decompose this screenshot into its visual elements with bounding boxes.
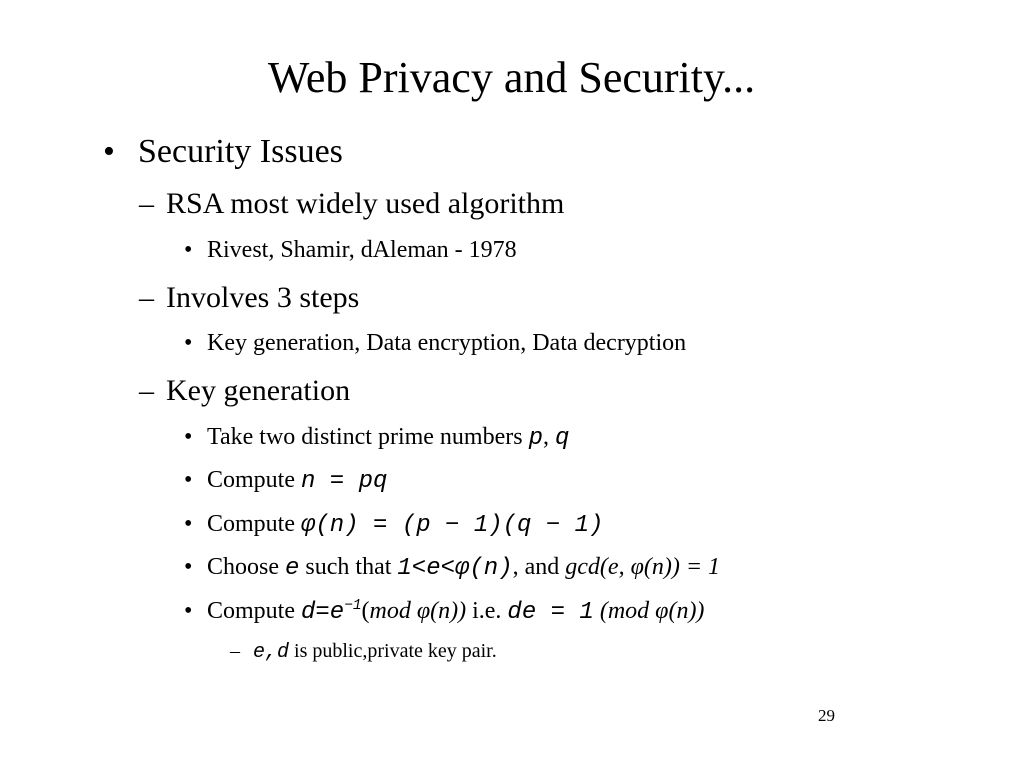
bullet-marker: • (103, 133, 115, 170)
bullet-compute-phi (207, 509, 603, 541)
var-q: q (555, 425, 570, 452)
formula-phi-n: φ(n) = (p − 1)(q − 1) (301, 512, 604, 539)
formula-de-eq-1: de = 1 (507, 599, 594, 626)
bullet-rsa-authors: Rivest, Shamir, dAleman - 1978 (207, 237, 517, 263)
var-p: p (528, 425, 543, 452)
dash-marker: – (230, 640, 240, 662)
text-and: , and (512, 554, 566, 580)
bullet-steps-list: Key generation, Data encryption, Data decryption (207, 330, 687, 356)
bullet-involves-steps: Involves 3 steps (166, 281, 360, 314)
bullet-take-primes (207, 422, 569, 454)
formula-d-eq-e: d=e (301, 599, 345, 626)
dash-marker: – (139, 187, 154, 220)
text-separator: , (543, 424, 555, 450)
formula-e-range: 1<e<φ(n) (397, 555, 513, 582)
vars-e-d: e,d (253, 641, 290, 664)
text-compute: Compute (207, 598, 301, 624)
bullet-compute-n (207, 465, 387, 497)
formula-n-eq-pq: n = pq (301, 468, 388, 495)
bullet-compute-d (207, 596, 704, 628)
bullet-marker: • (184, 598, 193, 624)
formula-mod-phi-paren: (mod φ(n)) (593, 598, 705, 624)
dash-marker: – (139, 281, 154, 314)
text-open-paren: ( (361, 598, 370, 624)
formula-gcd: gcd(e, φ(n)) = 1 (565, 554, 721, 580)
text-key-pair: is public,private key pair. (289, 640, 497, 662)
text-such-that: such that (299, 554, 398, 580)
bullet-marker: • (184, 554, 193, 580)
bullet-marker: • (184, 330, 193, 356)
bullet-choose-e (207, 552, 720, 584)
text-ie: i.e. (466, 598, 508, 624)
page-number: 29 (818, 706, 835, 725)
bullet-key-generation: Key generation (166, 374, 351, 407)
formula-mod-phi: mod φ(n)) (369, 598, 467, 624)
bullet-rsa-algorithm: RSA most widely used algorithm (166, 187, 565, 220)
bullet-marker: • (184, 467, 193, 493)
text-compute: Compute (207, 467, 301, 493)
text-choose: Choose (207, 554, 285, 580)
text-take-primes: Take two distinct prime numbers (207, 424, 529, 450)
dash-marker: – (139, 374, 154, 407)
bullet-marker: • (184, 511, 193, 537)
var-e: e (285, 555, 300, 582)
bullet-marker: • (184, 424, 193, 450)
bullet-key-pair (253, 638, 497, 666)
text-compute: Compute (207, 511, 301, 537)
bullet-marker: • (184, 237, 193, 263)
bullet-security-issues: Security Issues (138, 133, 343, 170)
slide-title: Web Privacy and Security... (267, 53, 756, 102)
formula-exponent: −1 (344, 598, 362, 614)
